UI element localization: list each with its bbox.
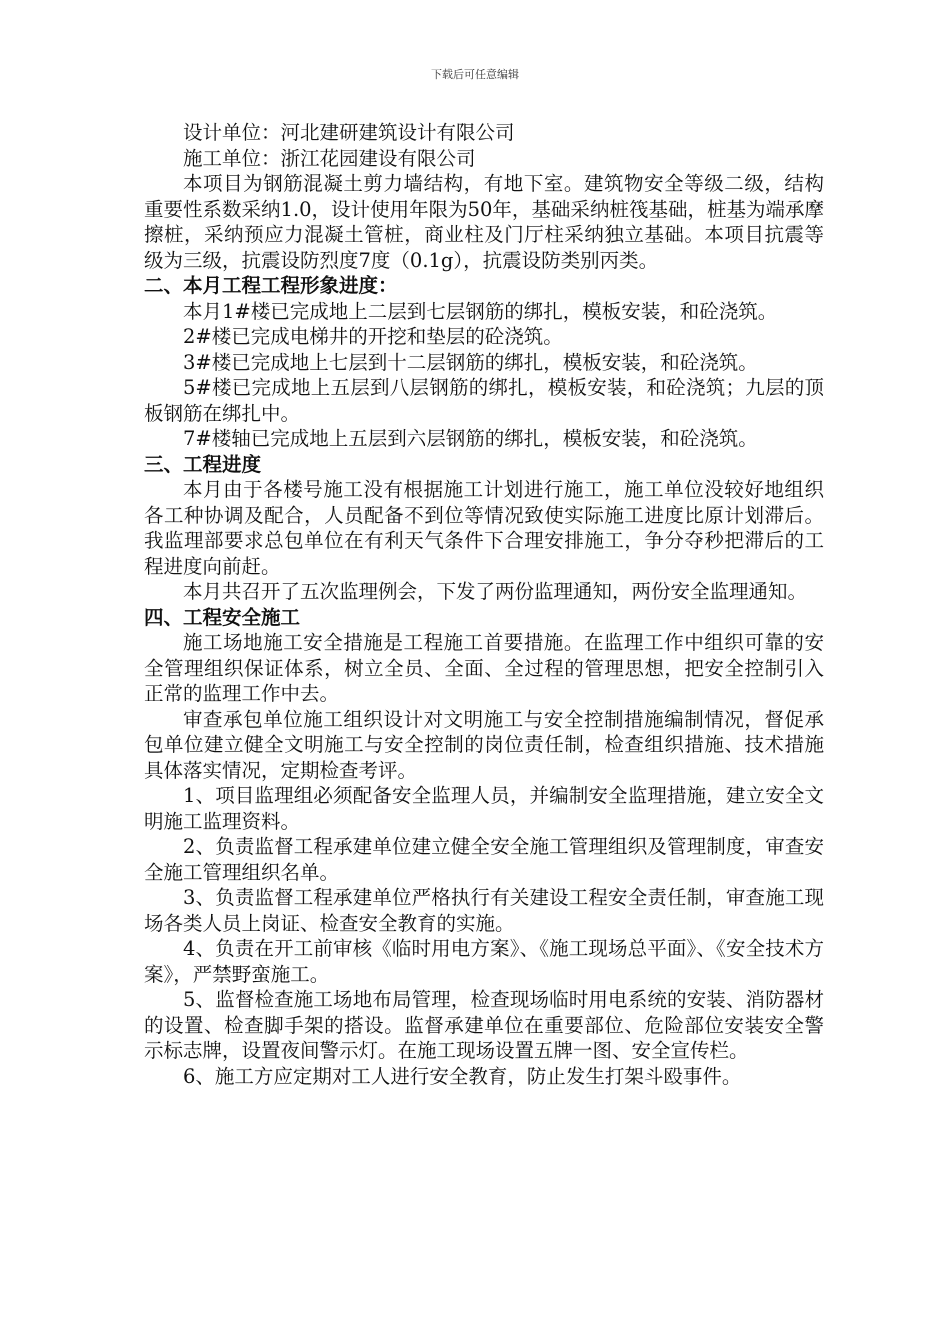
document-body <box>144 120 824 1089</box>
building-1-progress: 本月1#楼已完成地上二层到七层钢筋的绑扎，模板安装，和砼浇筑。 <box>183 299 778 323</box>
meetings-paragraph: 本月共召开了五次监理例会，下发了两份监理通知，两份安全监理通知。 <box>183 580 808 603</box>
section-heading-schedule: 三、工程进度 <box>144 452 262 476</box>
page-header: 下载后可任意编辑 <box>431 68 519 81</box>
safety-item-4: 4、负责在开工前审核《临时用电方案》、《施工现场总平面》、《安全技术方案》，严禁野蛮施工。 <box>144 937 824 986</box>
safety-item-1: 1、项目监理组必须配备安全监理人员，并编制安全监理措施，建立安全文明施工监理资料。 <box>144 784 824 833</box>
building-7-progress: 7#楼轴已完成地上五层到六层钢筋的绑扎，模板安装，和砼浇筑。 <box>183 427 758 450</box>
safety-item-6: 6、施工方应定期对工人进行安全教育，防止发生打架斗殴事件。 <box>183 1064 742 1088</box>
section-heading-progress-image: 二、本月工程工程形象进度： <box>144 274 398 297</box>
safety-item-5: 5、监督检查施工场地布局管理，检查现场临时用电系统的安装、消防器材的设置、检查脚手架的搭设。监督承建单位在重要部位、危险部位安装安全警示标志牌，设置夜间警示灯。在施工现场设置五牌一图、安全宣传栏。 <box>144 988 824 1062</box>
building-2-progress: 2#楼已完成电梯井的开挖和垫层的砼浇筑。 <box>183 325 563 348</box>
building-5-progress: 5#楼已完成地上五层到八层钢筋的绑扎，模板安装，和砼浇筑；九层的顶板钢筋在绑扎中。 <box>144 376 824 425</box>
section-heading-safety: 四、工程安全施工 <box>144 605 301 629</box>
project-overview-paragraph: 本项目为钢筋混凝土剪力墙结构，有地下室。建筑物安全等级二级，结构重要性系数采纳1.0，设计使用年限为50年，基础采纳桩筏基础，桩基为端承摩擦桩，采纳预应力混凝土管桩，商业柱及门厅柱采纳独立基础。本项目抗震等级为三级，抗震设防烈度7度（0.1g），抗震设防类别丙类。 <box>144 172 824 272</box>
construction-unit-line: 施工单位：浙江花园建设有限公司 <box>183 146 476 170</box>
safety-review-paragraph: 审查承包单位施工组织设计对文明施工与安全控制措施编制情况，督促承包单位建立健全文明施工与安全控制的岗位责任制，检查组织措施、技术措施具体落实情况，定期检查考评。 <box>144 707 824 782</box>
schedule-paragraph: 本月由于各楼号施工没有根据施工计划进行施工，施工单位没较好地组织各工种协调及配合，人员配备不到位等情况致使实际施工进度比原计划滞后。我监理部要求总包单位在有利天气条件下合理安排施工，争分夺秒把滞后的工程进度向前赶。 <box>144 478 824 578</box>
building-3-progress: 3#楼已完成地上七层到十二层钢筋的绑扎，模板安装，和砼浇筑。 <box>183 350 758 374</box>
safety-item-2: 2、负责监督工程承建单位建立健全安全施工管理组织及管理制度，审查安全施工管理组织名单。 <box>144 835 824 884</box>
design-unit-line: 设计单位：河北建研建筑设计有限公司 <box>183 121 515 144</box>
safety-item-3: 3、负责监督工程承建单位严格执行有关建设工程安全责任制，审查施工现场各类人员上岗证、检查安全教育的实施。 <box>144 886 824 935</box>
safety-intro-paragraph: 施工场地施工安全措施是工程施工首要措施。在监理工作中组织可靠的安全管理组织保证体系，树立全员、全面、全过程的管理思想，把安全控制引入正常的监理工作中去。 <box>144 631 824 705</box>
